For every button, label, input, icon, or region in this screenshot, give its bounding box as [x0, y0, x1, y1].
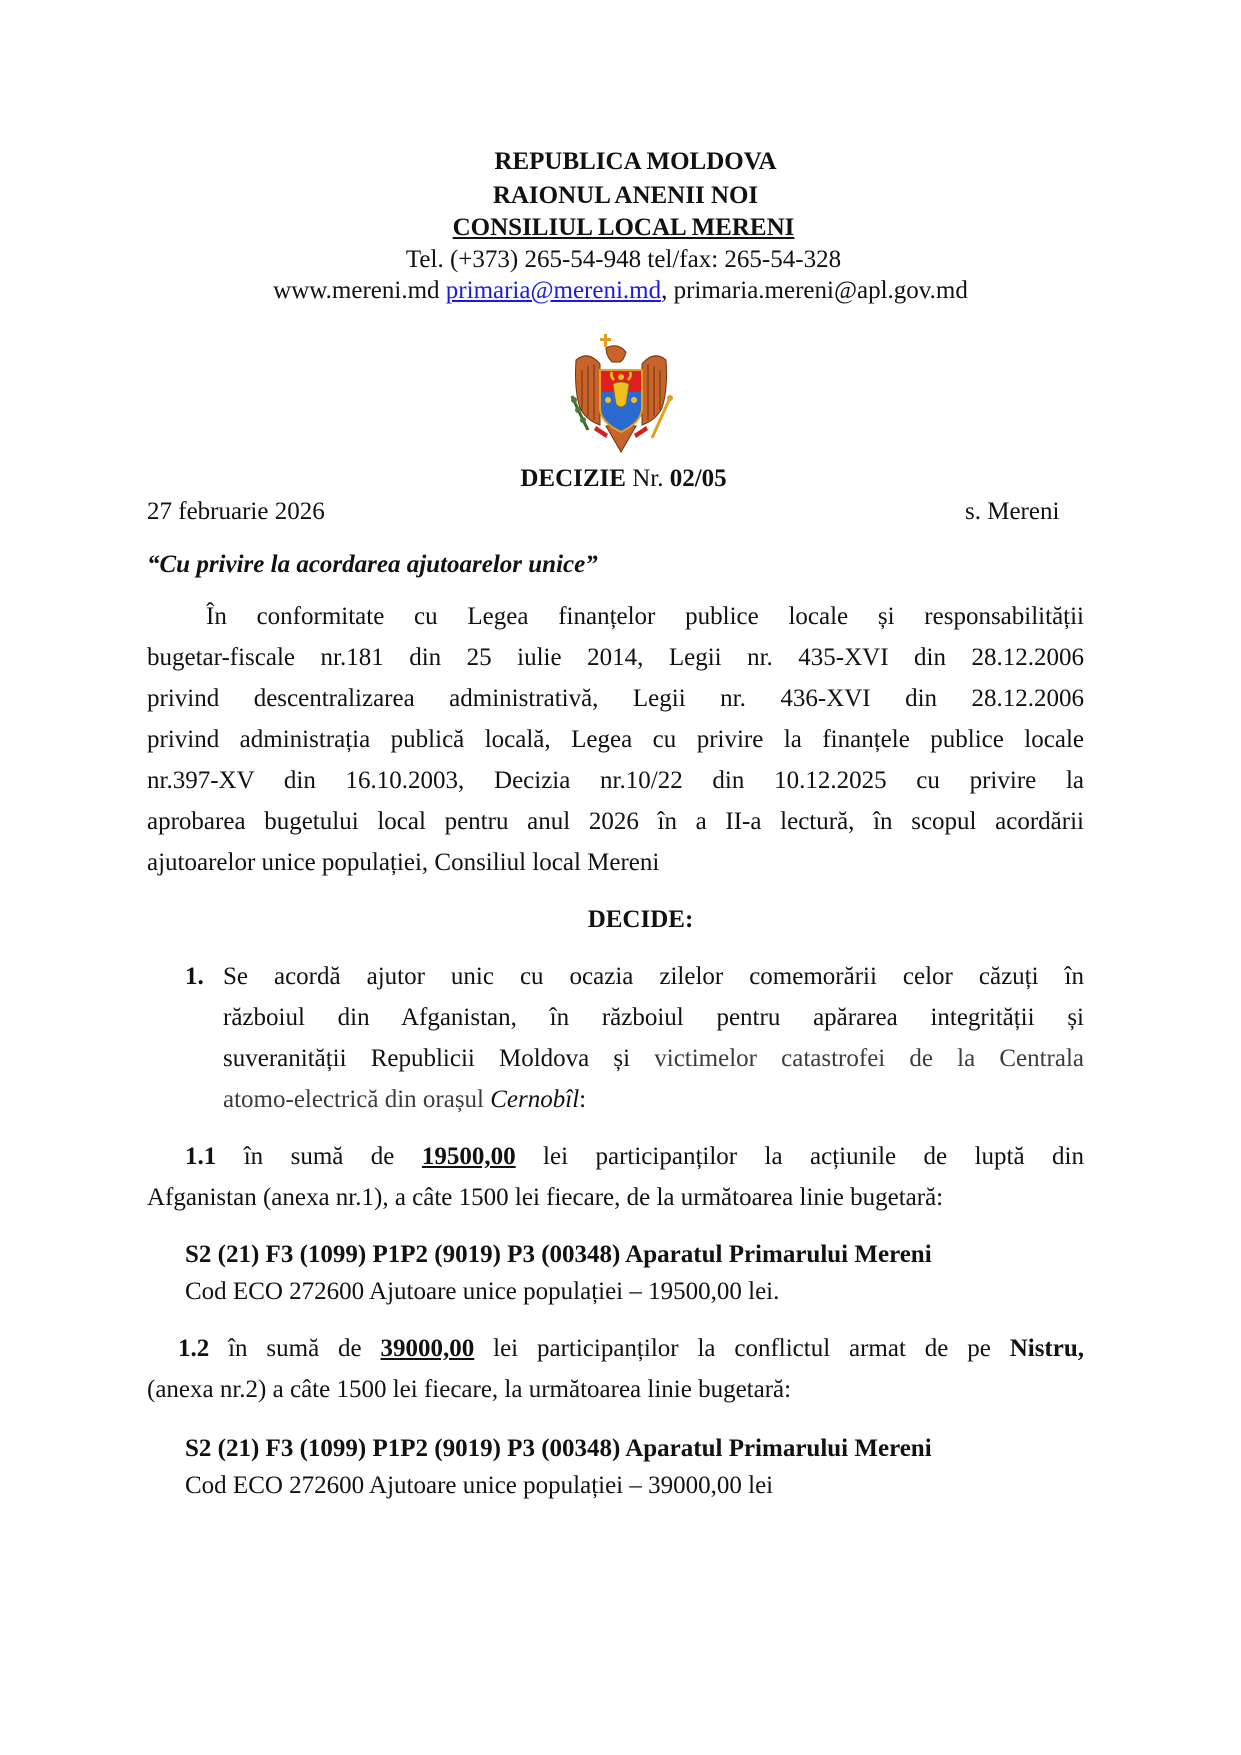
district-heading: RAIONUL ANENII NOI [492, 182, 759, 209]
preamble-line: bugetar-fiscale nr.181 din 25 iulie 2014, Legii nr. 435-XVI din 28.12.2006 [147, 644, 1084, 671]
item-1-2-number: 1.2 [178, 1335, 210, 1362]
country-heading: REPUBLICA MOLDOVA [494, 148, 777, 175]
item-1-2-text: în sumă de [209, 1335, 381, 1362]
council-heading [0, 214, 1241, 242]
decision-place: s. Mereni [965, 498, 1060, 525]
item-1-line-part: suveranității Republicii Moldova și [223, 1045, 655, 1072]
item-1-number: 1. [185, 963, 204, 990]
decision-number: 02/05 [669, 465, 727, 492]
item-1-line-part: victimelor catastrofei de la Centrala [654, 1045, 1084, 1072]
city-name: Cernobîl [490, 1086, 580, 1113]
item-1-line: Se acordă ajutor unic cu ocazia zilelor comemorării celor căzuți în [223, 963, 1084, 990]
preamble-line: privind administrația publică locală, Legea cu privire la finanțele publice locale [147, 726, 1084, 753]
phone-line: Tel. (+373) 265-54-948 tel/fax: 265-54-328 [405, 246, 842, 273]
item-1-line-part: : [579, 1086, 587, 1113]
decision-date: 27 februarie 2026 [147, 498, 325, 525]
river-name: Nistru, [1009, 1335, 1084, 1362]
item-1-1-amount: 19500,00 [421, 1143, 516, 1170]
item-1-1-line [185, 1139, 1084, 1175]
eco-code-line: Cod ECO 272600 Ajutoare unice populației – 19500,00 lei. [185, 1278, 780, 1305]
item-1-1-text: în sumă de [216, 1143, 422, 1170]
preamble-line: În conformitate cu Legea finanțelor publice locale și responsabilității [206, 603, 1084, 630]
decide-heading: DECIDE: [587, 906, 694, 933]
budget-line: S2 (21) F3 (1099) P1P2 (9019) P3 (00348) Aparatul Primarului Mereni [185, 1241, 932, 1268]
decision-number-prefix: Nr. [632, 465, 664, 492]
moldova-coat-of-arms-icon [566, 330, 676, 455]
contact-line [0, 277, 1241, 305]
decision-title [0, 465, 1241, 493]
item-1-2-line [178, 1331, 1084, 1367]
item-1-2-line: (anexa nr.2) a câte 1500 lei fiecare, la următoarea linie bugetară: [147, 1376, 792, 1403]
item-1-line: războiul din Afganistan, în războiul pentru apărarea integrității și [223, 1004, 1084, 1031]
website-link[interactable]: www.mereni.md [273, 277, 440, 304]
item-1-line [223, 1041, 1084, 1077]
council-name: CONSILIUL LOCAL MERENI [452, 214, 795, 241]
decision-subject: “Cu privire la acordarea ajutoarelor unice” [147, 551, 598, 578]
decision-title-label: DECIZIE [520, 465, 626, 492]
item-1-1-line: Afganistan (anexa nr.1), a câte 1500 lei fiecare, de la următoarea linie bugetară: [147, 1184, 944, 1211]
eco-code-line: Cod ECO 272600 Ajutoare unice populației – 39000,00 lei [185, 1472, 774, 1499]
item-1-line [223, 1082, 586, 1118]
item-1-2-amount: 39000,00 [380, 1335, 475, 1362]
item-1-line-part: atomo-electrică din orașul [223, 1086, 491, 1113]
preamble-line: nr.397-XV din 16.10.2003, Decizia nr.10/22 din 10.12.2025 cu privire la [147, 767, 1084, 794]
item-1-1-text: lei participanților la acțiunile de luptă din [515, 1143, 1084, 1170]
secondary-email[interactable]: primaria.mereni@apl.gov.md [673, 277, 968, 304]
email-link[interactable]: primaria@mereni.md [445, 277, 662, 304]
preamble-line: aprobarea bugetului local pentru anul 2026 în a II-a lectură, în scopul acordării [147, 808, 1084, 835]
preamble-line: privind descentralizarea administrativă, Legii nr. 436-XVI din 28.12.2006 [147, 685, 1084, 712]
email-separator: , [661, 277, 668, 304]
item-1-1-number: 1.1 [185, 1143, 217, 1170]
preamble-line: ajutoarelor unice populației, Consiliul local Mereni [147, 849, 660, 876]
item-1-2-text: lei participanților la conflictul armat de pe [474, 1335, 1010, 1362]
budget-line: S2 (21) F3 (1099) P1P2 (9019) P3 (00348) Aparatul Primarului Mereni [185, 1435, 932, 1462]
